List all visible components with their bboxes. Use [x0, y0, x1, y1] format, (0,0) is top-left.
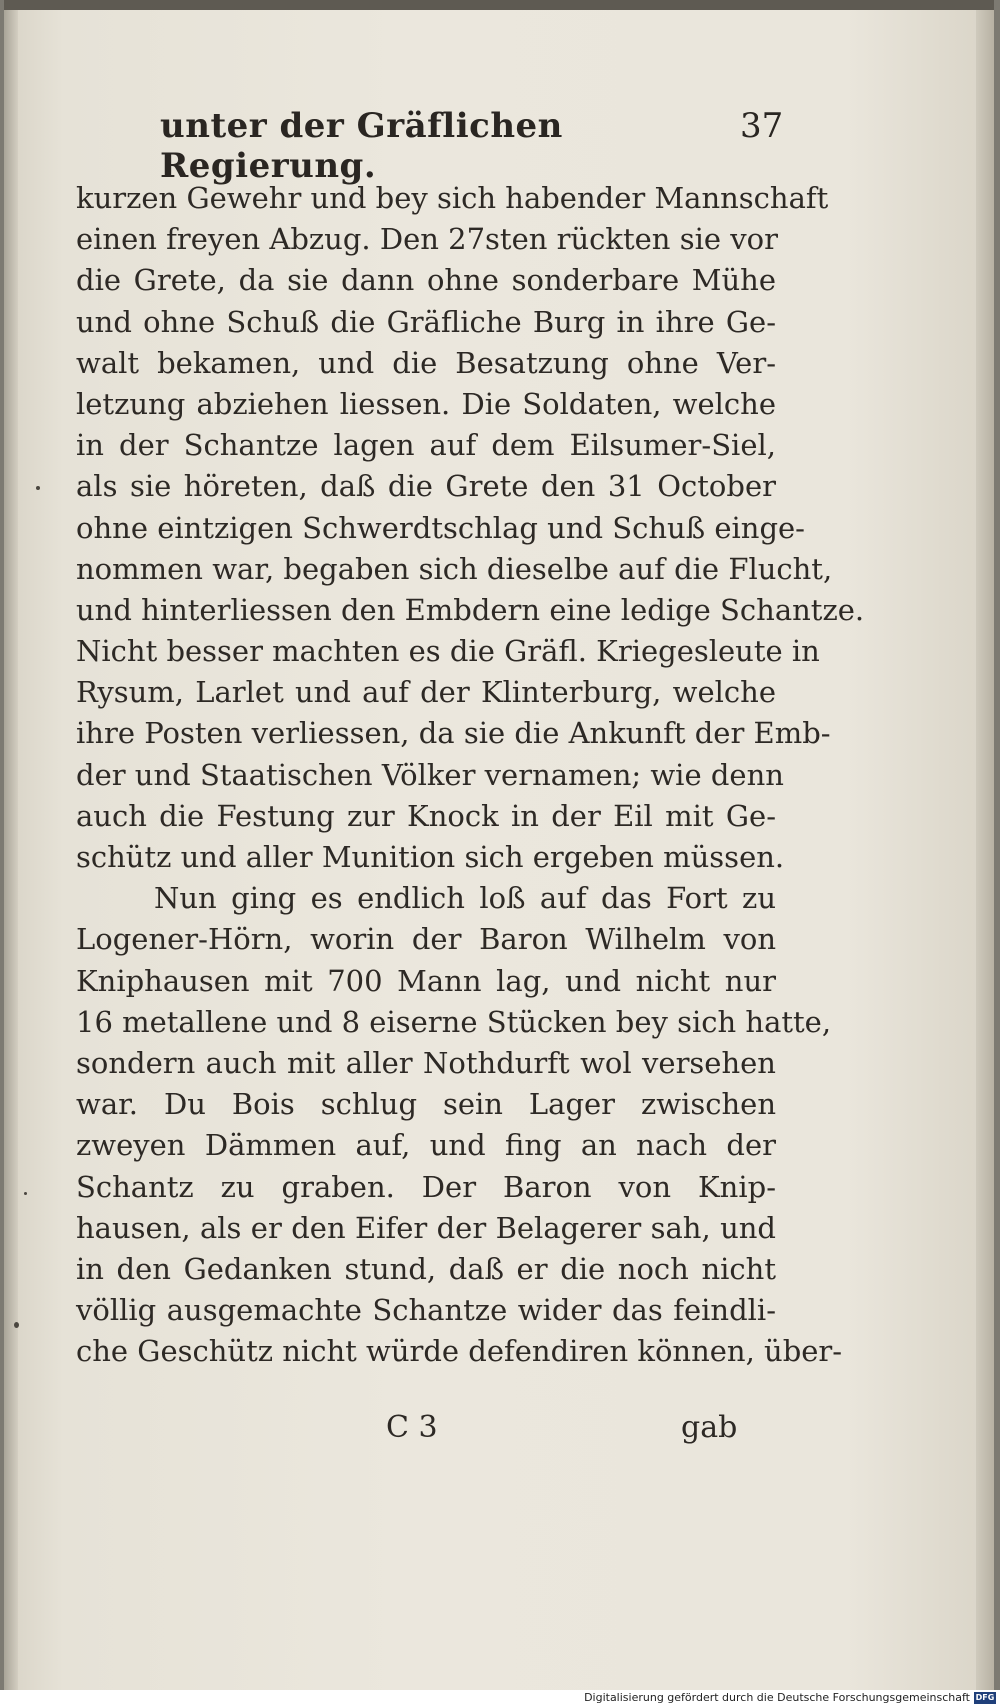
ink-speck: [14, 1322, 19, 1328]
text-line: und hinterliessen den Embdern eine ledige Schantze.: [76, 592, 865, 627]
text-line: letzung abziehen liessen. Die Soldaten, welche: [76, 386, 776, 421]
text-line: ihre Posten verliessen, da sie die Ankunft der Emb-: [76, 716, 831, 751]
text-line: sondern auch mit aller Nothdurft wol versehen: [76, 1045, 776, 1080]
text-line: völlig ausgemachte Schantze wider das feindli-: [76, 1293, 776, 1328]
text-line: einen freyen Abzug. Den 27sten rückten sie vor: [76, 222, 778, 257]
text-line: in der Schantze lagen auf dem Eilsumer-Siel,: [76, 428, 776, 463]
text-line: auch die Festung zur Knock in der Eil mit Ge-: [76, 798, 776, 833]
text-line: Schantz zu graben. Der Baron von Knip-: [76, 1169, 776, 1204]
signature-mark: C 3: [386, 1410, 438, 1445]
text-line: nommen war, begaben sich dieselbe auf die Flucht,: [76, 551, 833, 586]
text-line: zweyen Dämmen auf, und fing an nach der: [76, 1128, 776, 1163]
text-line: war. Du Bois schlug sein Lager zwischen: [76, 1087, 776, 1122]
funding-credit: Digitalisierung gefördert durch die Deutsche Forschungsgemeinschaft: [584, 1691, 970, 1704]
text-line: und ohne Schuß die Gräfliche Burg in ihre Ge-: [76, 304, 776, 339]
page-footer: [76, 1410, 736, 1454]
text-line: schütz und aller Munition sich ergeben müssen.: [76, 840, 785, 874]
text-line: als sie höreten, daß die Grete den 31 October: [76, 469, 776, 504]
page-edge: [976, 10, 994, 1700]
text-line: Kniphausen mit 700 Mann lag, und nicht nur: [76, 963, 776, 998]
catchword: gab: [681, 1410, 738, 1445]
text-line: Logener-Hörn, worin der Baron Wilhelm von: [76, 922, 776, 957]
dfg-logo-icon: DFG: [975, 1693, 995, 1702]
text-line: ohne eintzigen Schwerdtschlag und Schuß einge-: [76, 510, 805, 545]
running-head: unter der Gräflichen Regierung.: [160, 106, 563, 186]
text-line: Nicht besser machten es die Gräfl. Kriegesleute in: [76, 634, 820, 669]
body-text: [76, 178, 865, 1372]
paragraph-start-line: Nun ging es endlich loß auf das Fort zu: [154, 881, 776, 916]
text-line: hausen, als er den Eifer der Belagerer sah, und: [76, 1210, 776, 1245]
page-header: [150, 106, 790, 186]
text-line: 16 metallene und 8 eiserne Stücken bey sich hatte,: [76, 1004, 832, 1039]
page-gutter: [4, 10, 18, 1700]
text-line: che Geschütz nicht würde defendiren können, über-: [76, 1334, 843, 1369]
text-line: die Grete, da sie dann ohne sonderbare Mühe: [76, 263, 776, 298]
text-line: Rysum, Larlet und auf der Klinterburg, welche: [76, 675, 776, 710]
text-line: in den Gedanken stund, daß er die noch nicht: [76, 1251, 776, 1286]
credit-bar: [0, 1690, 1000, 1706]
text-line: der und Staatischen Völker vernamen; wie denn: [76, 757, 784, 792]
ink-speck: [24, 1192, 27, 1195]
text-line: walt bekamen, und die Besatzung ohne Ver-: [76, 345, 776, 380]
text-line: kurzen Gewehr und bey sich habender Mannschaft: [76, 181, 829, 215]
page-number: 37: [740, 106, 784, 146]
ink-speck: [36, 486, 40, 490]
